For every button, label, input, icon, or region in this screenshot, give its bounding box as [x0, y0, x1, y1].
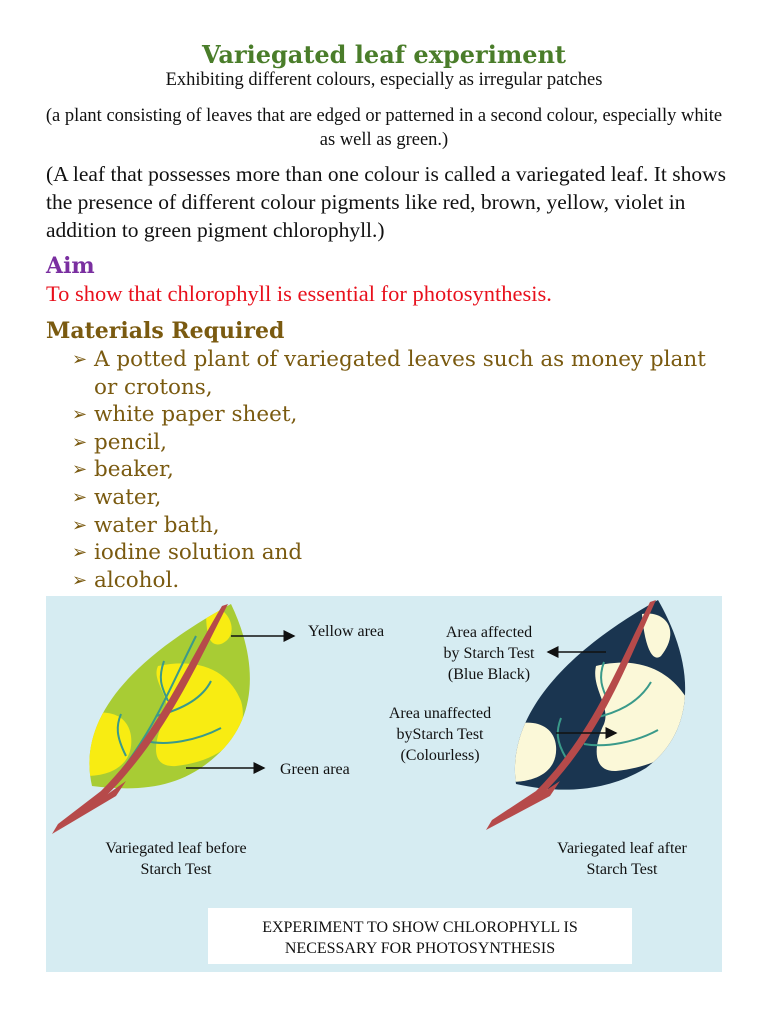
materials-heading: Materials Required [46, 318, 285, 344]
arrow-bullet-icon: ➢ [72, 404, 88, 426]
affected-label-line1: Area affected [445, 624, 533, 641]
unaffected-label-line3: (Colourless) [400, 747, 480, 764]
list-item: ➢ pencil, [72, 429, 167, 455]
aim-text: To show that chlorophyll is essential for photosynthesis. [46, 281, 552, 306]
unaffected-label-line1: Area unaffected [388, 705, 492, 722]
arrow-bullet-icon: ➢ [72, 349, 88, 370]
green-area-label: Green area [280, 761, 350, 778]
list-item: ➢ water bath, [72, 512, 220, 538]
right-caption-line2: Starch Test [586, 861, 658, 878]
list-item: ➢ iodine solution and [72, 540, 303, 566]
arrow-bullet-icon: ➢ [72, 542, 88, 564]
affected-label-line2: by Starch Test [443, 645, 535, 662]
left-caption-line2: Starch Test [140, 861, 212, 878]
materials-list [72, 346, 732, 594]
page-title: Variegated leaf experiment [201, 40, 567, 69]
definition-paragraph-2: (A leaf that possesses more than one colour is called a variegated leaf. It shows the presence of different colour pigments like red, brown, yellow, violet in addition to green pigment chlorophyll.) [46, 162, 727, 242]
subtitle: Exhibiting different colours, especially as irregular patches [165, 70, 603, 90]
aim-heading: Aim [46, 253, 95, 279]
arrow-bullet-icon: ➢ [72, 514, 88, 536]
experiment-figure [46, 596, 722, 972]
left-caption-line1: Variegated leaf before [105, 840, 247, 857]
arrow-bullet-icon: ➢ [72, 486, 88, 508]
caption-box-line1: EXPERIMENT TO SHOW CHLOROPHYLL IS [262, 919, 578, 936]
yellow-area-label: Yellow area [308, 623, 385, 640]
arrow-bullet-icon: ➢ [72, 431, 88, 453]
list-item: ➢ white paper sheet, [72, 402, 298, 428]
arrow-bullet-icon: ➢ [72, 569, 88, 591]
experiment-caption-box [208, 908, 632, 964]
list-item: ➢ A potted plant of variegated leaves such as money plant or crotons, [72, 347, 706, 400]
list-item: ➢ beaker, [72, 457, 174, 483]
list-item: ➢ alcohol. [72, 567, 180, 593]
definition-paragraph-1: (a plant consisting of leaves that are edged or patterned in a second colour, especially white as well as green.) [45, 106, 723, 150]
caption-box-line2: NECESSARY FOR PHOTOSYNTHESIS [284, 940, 556, 957]
affected-label-line3: (Blue Black) [447, 666, 531, 683]
arrow-bullet-icon: ➢ [72, 459, 88, 481]
unaffected-label-line2: byStarch Test [396, 726, 484, 743]
figure-svg [46, 596, 722, 972]
list-item: ➢ water, [72, 484, 162, 510]
right-caption-line1: Variegated leaf after [557, 840, 687, 857]
